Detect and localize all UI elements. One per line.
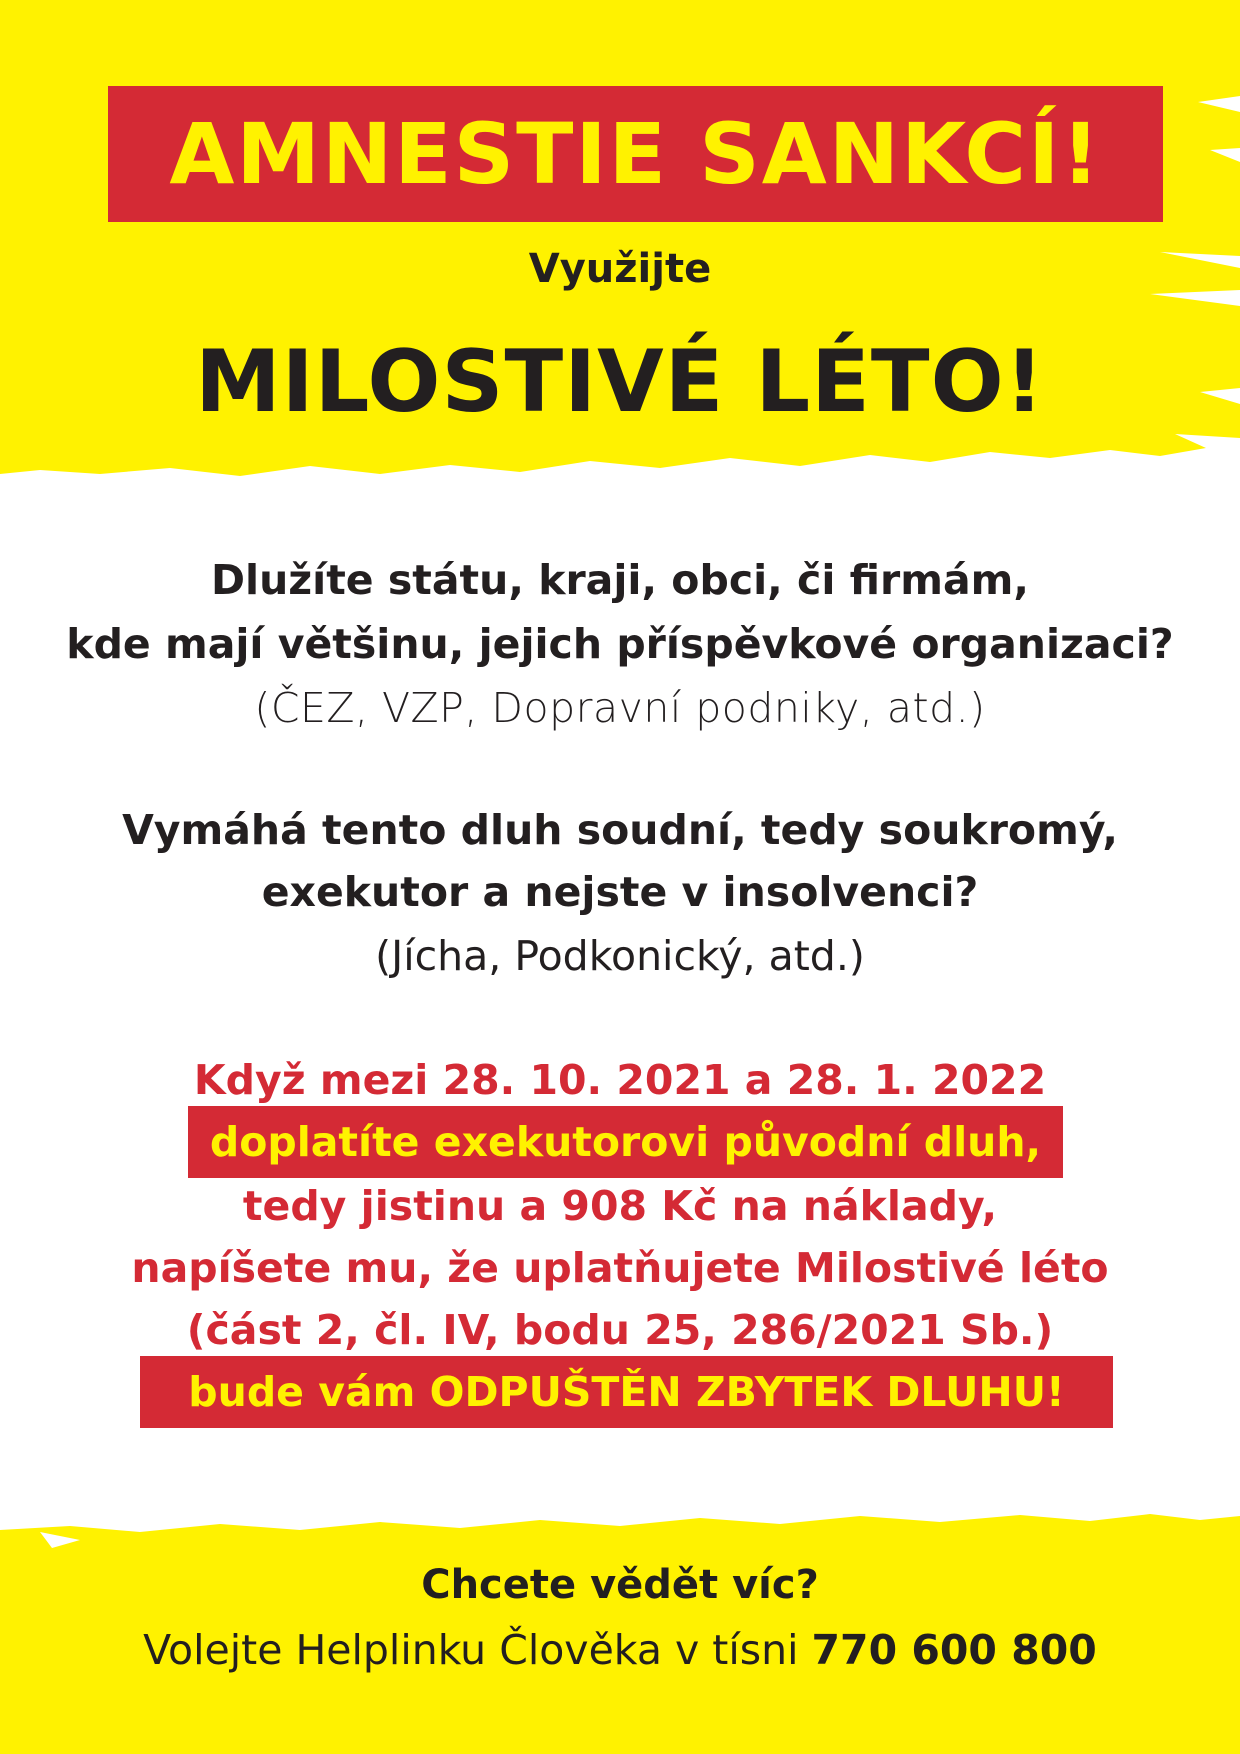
offer-highlight1 [188,1106,1063,1178]
title-banner [108,86,1163,222]
offer-line3: tedy jistinu a 908 Kč na náklady, [242,1182,998,1230]
question2-line2: exekutor a nejste v insolvenci? [261,868,979,916]
offer-highlight2-text: bude vám ODPUŠTĚN ZBYTEK DLUHU! [188,1368,1065,1416]
offer-line4: napíšete mu, že uplatňujete Milostivé léto [131,1244,1109,1292]
question1-examples: (ČEZ, VZP, Dopravní podniky, atd.) [254,684,986,732]
question2-examples: (Jícha, Podkonický, atd.) [375,932,865,980]
contact-call-text: Volejte Helplinku Člověka v tísni [143,1626,812,1674]
offer-highlight2 [140,1356,1113,1428]
question2-line1: Vymáhá tento dluh soudní, tedy soukromý, [122,806,1118,854]
lead-text: Využijte [528,246,712,292]
contact-question: Chcete vědět víc? [421,1562,819,1608]
offer-highlight1-text: doplatíte exekutorovi původní dluh, [209,1118,1042,1166]
offer-line5: (část 2, čl. IV, bodu 25, 286/2021 Sb.) [186,1306,1054,1354]
page-title: AMNESTIE SANKCÍ! [169,105,1102,203]
helpline-phone-number[interactable]: 770 600 800 [811,1626,1097,1674]
contact-call-line [0,1626,1240,1674]
question1-line2: kde mají většinu, jejich příspěvkové organizaci? [66,620,1174,668]
headline: MILOSTIVÉ LÉTO! [195,332,1045,432]
question1-line1: Dlužíte státu, kraji, obci, či firmám, [211,556,1029,604]
offer-line1: Když mezi 28. 10. 2021 a 28. 1. 2022 [193,1056,1047,1104]
